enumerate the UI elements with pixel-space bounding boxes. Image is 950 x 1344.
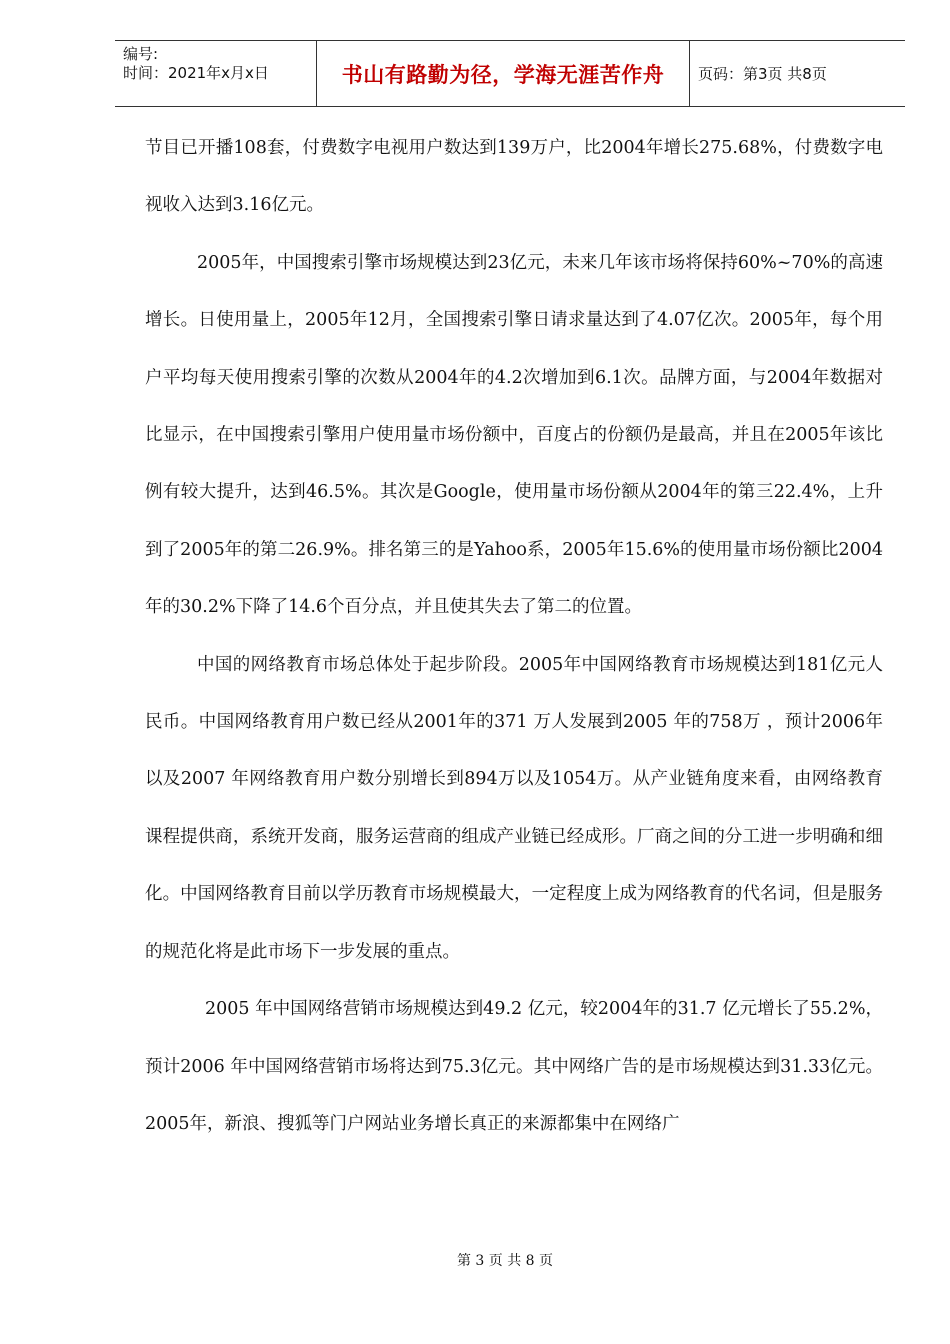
number-label: 编号: <box>123 45 159 63</box>
header-motto <box>317 41 690 106</box>
header-meta <box>115 41 317 106</box>
header-page-info <box>690 41 905 106</box>
footer-page-number: 第 3 页 共 8 页 <box>456 1253 554 1269</box>
paragraph-3: 中国的网络教育市场总体处于起步阶段。2005年中国网络教育市场规模达到181亿元人民币。中国网络教育用户数已经从2001年的371 万人发展到2005 年的758万 ，预计2006年以及2007 年网络教育用户数分别增长到894万以及1054万。从产业链角度来看，由网络教育课程提供商，系统开发商，服务运营商的组成产业链已经成形。厂商之间的分工进一步明确和细化。中国网络教育目前以学历教育市场规模最大，一定程度上成为网络教育的代名词，但是服务的规范化将是此市场下一步发展的重点。 <box>145 654 883 962</box>
page-header <box>115 40 905 107</box>
paragraph-2: 2005年，中国搜索引擎市场规模达到23亿元，未来几年该市场将保持60%~70%的高速增长。日使用量上，2005年12月，全国搜索引擎日请求量达到了4.07亿次。2005年，每个用户平均每天使用搜索引擎的次数从2004年的4.2次增加到6.1次。品牌方面，与2004年数据对比显示，在中国搜索引擎用户使用量市场份额中，百度占的份额仍是最高，并且在2005年该比例有较大提升，达到46.5%。其次是Google，使用量市场份额从2004年的第三22.4%，上升到了2005年的第二26.9%。排名第三的是Yahoo系，2005年15.6%的使用量市场份额比2004年的30.2%下降了14.6个百分点，并且使其失去了第二的位置。 <box>145 252 883 618</box>
document-body <box>145 120 883 1153</box>
paragraph-1: 节目已开播108套，付费数字电视用户数达到139万户，比2004年增长275.68%，付费数字电视收入达到3.16亿元。 <box>145 138 883 216</box>
paragraph-4: 2005 年中国网络营销市场规模达到49.2 亿元，较2004年的31.7 亿元增长了55.2%，预计2006 年中国网络营销市场将达到75.3亿元。其中网络广告的是市场规模达到31.33亿元。2005年，新浪、搜狐等门户网站业务增长真正的来源都集中在网络广 <box>145 999 883 1134</box>
page-footer <box>0 1250 950 1270</box>
time-label: 时间：2021年x月x日 <box>123 64 269 82</box>
motto-text: 书山有路勤为径，学海无涯苦作舟 <box>341 62 665 87</box>
page-label: 页码：第3页 共8页 <box>698 65 827 83</box>
